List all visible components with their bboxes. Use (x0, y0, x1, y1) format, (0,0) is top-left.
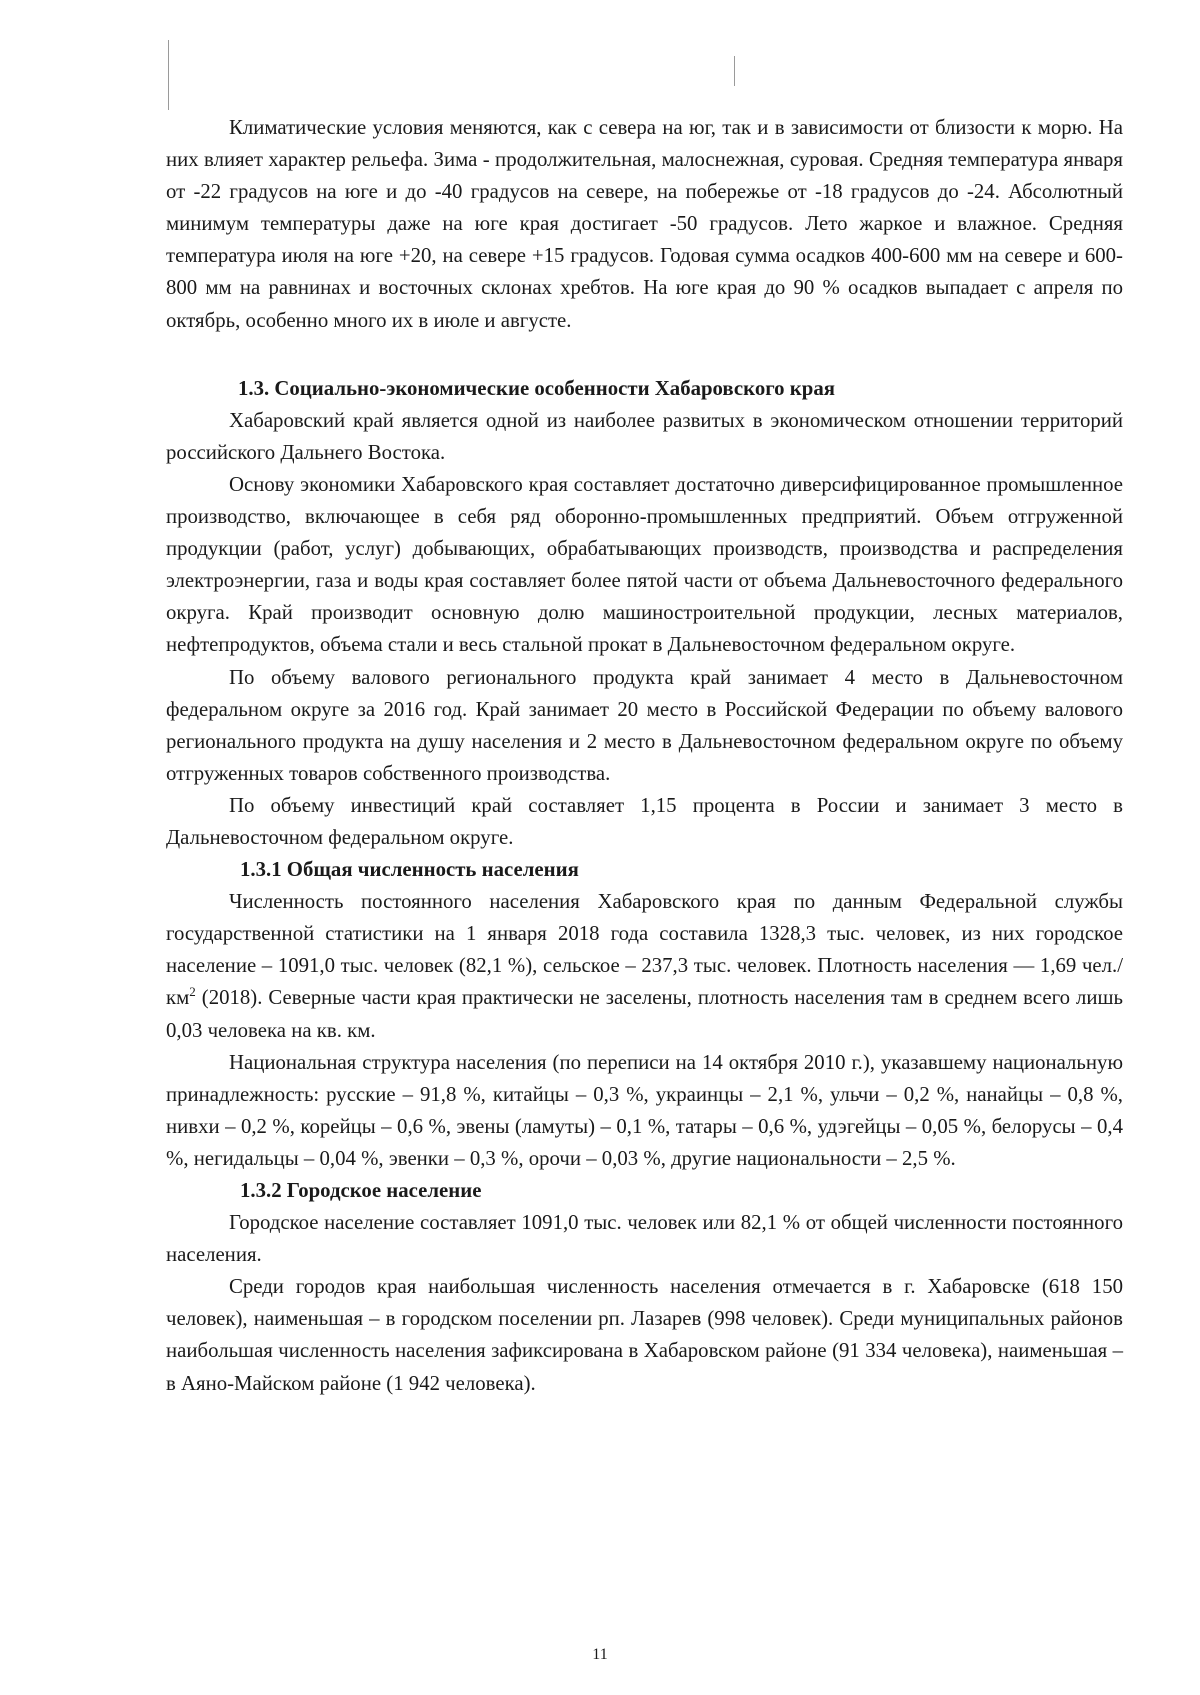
paragraph-climate: Климатические условия меняются, как с севера на юг, так и в зависимости от близости к морю. На них влияет характер рельефа. Зима - продолжительная, малоснежная, суровая. Средняя температура января от -22 градусов на юге и до -40 градусов на севере, на побережье от -18 градусов до -24. Абсолютный минимум температуры даже на юге края достигает -50 градусов. Лето жаркое и влажное. Средняя температура июля на юге +20, на севере +15 градусов. Годовая сумма осадков 400-600 мм на севере и 600-800 мм на равнинах и восточных склонах хребтов. На юге края до 90 % осадков выпадает с апреля по октябрь, особенно много их в июле и августе. (166, 116, 1123, 332)
document-body (166, 112, 1123, 1400)
paragraph-urban: Городское население составляет 1091,0 тыс. человек или 82,1 % от общей численности постоянного населения. (166, 1211, 1123, 1267)
paragraph-economy-intro: Хабаровский край является одной из наиболее развитых в экономическом отношении территорий российского Дальнего Востока. (166, 408, 1123, 464)
page-number: 11 (592, 1646, 608, 1663)
scan-mark (168, 40, 169, 110)
paragraph-grp: По объему валового регионального продукта край занимает 4 место в Дальневосточном федеральном округе за 2016 год. Край занимает 20 место в Российской Федерации по объему валового регионального продукта на душу населения и 2 место в Дальневосточном федеральном округе по объему отгруженных товаров собственного производства. (166, 665, 1123, 785)
superscript: 2 (189, 984, 196, 1000)
population-text-cont: (2018). Северные части края практически не заселены, плотность населения там в среднем всего лишь 0,03 человека на кв. км. (166, 986, 1123, 1042)
paragraph-investments: По объему инвестиций край составляет 1,15 процента в России и занимает 3 место в Дальневосточном федеральном округе. (166, 793, 1123, 849)
population-text: Численность постоянного населения Хабаровского края по данным Федеральной службы государственной статистики на 1 января 2018 года составила 1328,3 тыс. человек, из них городское население – 1091,0 тыс. человек (82,1 %), сельское – 237,3 тыс. человек. Плотность населения — 1,69 чел./км (166, 890, 1123, 1010)
scan-mark (734, 56, 735, 86)
paragraph-economy-base: Основу экономики Хабаровского края составляет достаточно диверсифицированное промышленное производство, включающее в себя ряд оборонно-промышленных предприятий. Объем отгруженной продукции (работ, услуг) добывающих, обрабатывающих производств, производства и распределения электроэнергии, газа и воды края составляет более пятой части от объема Дальневосточного федерального округа. Край производит основную долю машиностроительной продукции, лесных материалов, нефтепродуктов, объема стали и весь стальной прокат в Дальневосточном федеральном округе. (166, 472, 1123, 657)
subsection-heading-urban: 1.3.2 Городское население (240, 1179, 482, 1202)
section-heading-socio-economic: 1.3. Социально-экономические особенности Хабаровского края (238, 376, 835, 400)
subsection-heading-population: 1.3.1 Общая численность населения (240, 858, 579, 882)
paragraph-population (166, 886, 1123, 1046)
paragraph-nationalities: Национальная структура населения (по переписи на 14 октября 2010 г.), указавшему национальную принадлежность: русские – 91,8 %, китайцы – 0,3 %, украинцы – 2,1 %, ульчи – 0,2 %, нанайцы – 0,8 %, нивхи – 0,2 %, корейцы – 0,6 %, эвены (ламуты) – 0,1 %, татары – 0,6 %, удэгейцы – 0,05 %, белорусы – 0,4 %, негидальцы – 0,04 %, эвенки – 0,3 %, орочи – 0,03 %, другие национальности – 2,5 %. (166, 1050, 1123, 1170)
paragraph-cities: Среди городов края наибольшая численность населения отмечается в г. Хабаровске (618 150 человек), наименьшая – в городском поселении рп. Лазарев (998 человек). Среди муниципальных районов наибольшая численность населения зафиксирована в Хабаровском районе (91 334 человека), наименьшая – в Аяно-Майском районе (1 942 человека). (166, 1275, 1123, 1395)
